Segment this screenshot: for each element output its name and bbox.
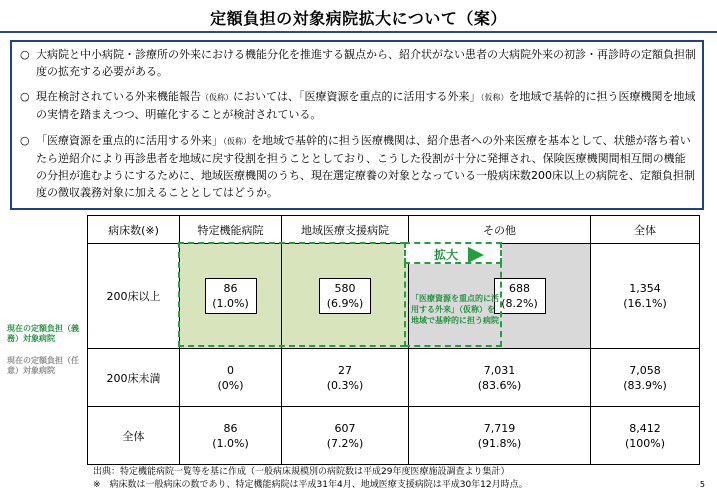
cell-percent: (91.8%) xyxy=(477,436,522,450)
table-header-row xyxy=(88,216,700,244)
page-number: 5 xyxy=(699,480,705,489)
header-other: その他 xyxy=(409,216,591,244)
table-cell xyxy=(180,407,282,465)
bullet-2-text-c: を地域で基幹的に担う医療機関を地域の実情を踏まえつつ、明確化することが検討されている。 xyxy=(36,90,696,121)
tentative-note: （仮称） xyxy=(201,93,233,102)
cell-value: 27 xyxy=(338,363,352,377)
table-cell xyxy=(180,349,282,407)
cell-percent: (7.2%) xyxy=(326,436,364,450)
title-underline xyxy=(0,31,717,33)
bullet-mark: ○ xyxy=(20,90,30,103)
table-cell xyxy=(282,407,409,465)
cell-value: 688 xyxy=(509,282,530,295)
bullet-mark: ○ xyxy=(20,48,30,61)
bullet-3-text-a: 「医療資源を重点的に活用する外来」 xyxy=(36,134,223,147)
cell-value: 607 xyxy=(334,421,356,435)
table-cell xyxy=(591,244,700,349)
tentative-note: （仮称） xyxy=(223,137,251,146)
header-total: 全体 xyxy=(591,216,700,244)
cell-percent: (83.9%) xyxy=(623,378,667,392)
tentative-note: （仮称） xyxy=(480,93,509,102)
summary-box xyxy=(10,40,704,210)
expansion-text-a: 「医療資源を重点的に活用する外来」 xyxy=(411,294,499,314)
cell-percent: (83.6%) xyxy=(477,378,522,392)
cell-value: 7,719 xyxy=(483,421,516,435)
cell-value: 580 xyxy=(334,282,356,295)
cell-value: 86 xyxy=(223,421,238,435)
row-label: 200床未満 xyxy=(88,349,180,407)
expansion-description xyxy=(411,293,501,326)
cell-value: 86 xyxy=(223,282,238,295)
bullet-1 xyxy=(20,46,696,80)
bullet-3 xyxy=(20,132,696,201)
cell-value: 0 xyxy=(227,363,234,377)
cell-percent: (1.0%) xyxy=(212,436,249,450)
table-cell xyxy=(591,407,700,465)
row-label: 200床以上 xyxy=(88,244,180,349)
bullet-2-text-b: においては、「医療資源を重点的に活用する外来」 xyxy=(233,90,481,103)
table-cell xyxy=(282,349,409,407)
row-label: 全体 xyxy=(88,407,180,465)
bullet-1-text: 大病院と中小病院・診療所の外来における機能分化を推進する観点から、紹介状がない患者の大病院外来の初診・再診時の定額負担制度の拡充する必要がある。 xyxy=(36,48,696,78)
legend-optional: 現在の定額負担（任意）対象病院 xyxy=(7,356,79,375)
bullet-2 xyxy=(20,88,696,123)
arrow-right-icon xyxy=(468,247,484,263)
cell-percent: (6.9%) xyxy=(326,297,364,310)
expand-label: 拡大 xyxy=(434,248,459,262)
table-cell xyxy=(409,407,591,465)
table-cell xyxy=(591,349,700,407)
bullet-mark: ○ xyxy=(20,134,30,147)
cell-percent: (1.0%) xyxy=(212,297,249,310)
header-bed-count: 病床数(※) xyxy=(88,216,180,244)
page-title: 定額負担の対象病院拡大について（案） xyxy=(210,9,507,28)
header-regional-support: 地域医療支援病院 xyxy=(282,216,409,244)
legend-mandatory: 現在の定額負担（義務）対象病院 xyxy=(7,324,79,343)
cell-percent: (0.3%) xyxy=(326,378,364,392)
source-note: 出典：特定機能病院一覧等を基に作成（一般病床規模別の病院数は平成29年度医療施設調査より集計） xyxy=(93,467,510,477)
current-target-outline xyxy=(178,242,406,347)
table-row xyxy=(88,407,700,465)
bullet-2-text-a: 現在検討されている外来機能報告 xyxy=(36,90,201,103)
table-row xyxy=(88,349,700,407)
tentative-note: （仮称） xyxy=(459,305,487,314)
cell-value: 7,058 xyxy=(629,363,661,377)
cell-value: 8,412 xyxy=(629,421,661,435)
cell-value: 7,031 xyxy=(483,363,516,377)
table-cell xyxy=(409,349,591,407)
cell-percent: (0%) xyxy=(217,378,244,392)
cell-percent: (8.2%) xyxy=(501,297,538,310)
footnote: ※ 病床数は一般病床の数であり、特定機能病院は平成31年4月、地域医療支援病院は平成30年12月時点。 xyxy=(93,480,528,490)
cell-value: 1,354 xyxy=(629,282,661,295)
expansion-text-b: を地域で基幹的に担う病院 xyxy=(411,305,499,325)
bullet-3-text-b: を地域で基幹的に担う医療機関は、紹介患者への外来医療を基本として、状態が落ち着いたら逆紹介により再診患者を地域に戻す役割を担うこととしており、こうした役割が十分に発揮され、保険医療機関間相互間の機能の分担が進むようにするために、地域医療機関のうち、現在選定療養の対象となっている一般病床数200床以上の病院を、定額負担制度の徴収義務対象に加えることとしてはどうか。 xyxy=(36,134,695,199)
cell-percent: (100%) xyxy=(624,436,666,450)
header-special-function: 特定機能病院 xyxy=(180,216,282,244)
cell-percent: (16.1%) xyxy=(623,297,667,310)
